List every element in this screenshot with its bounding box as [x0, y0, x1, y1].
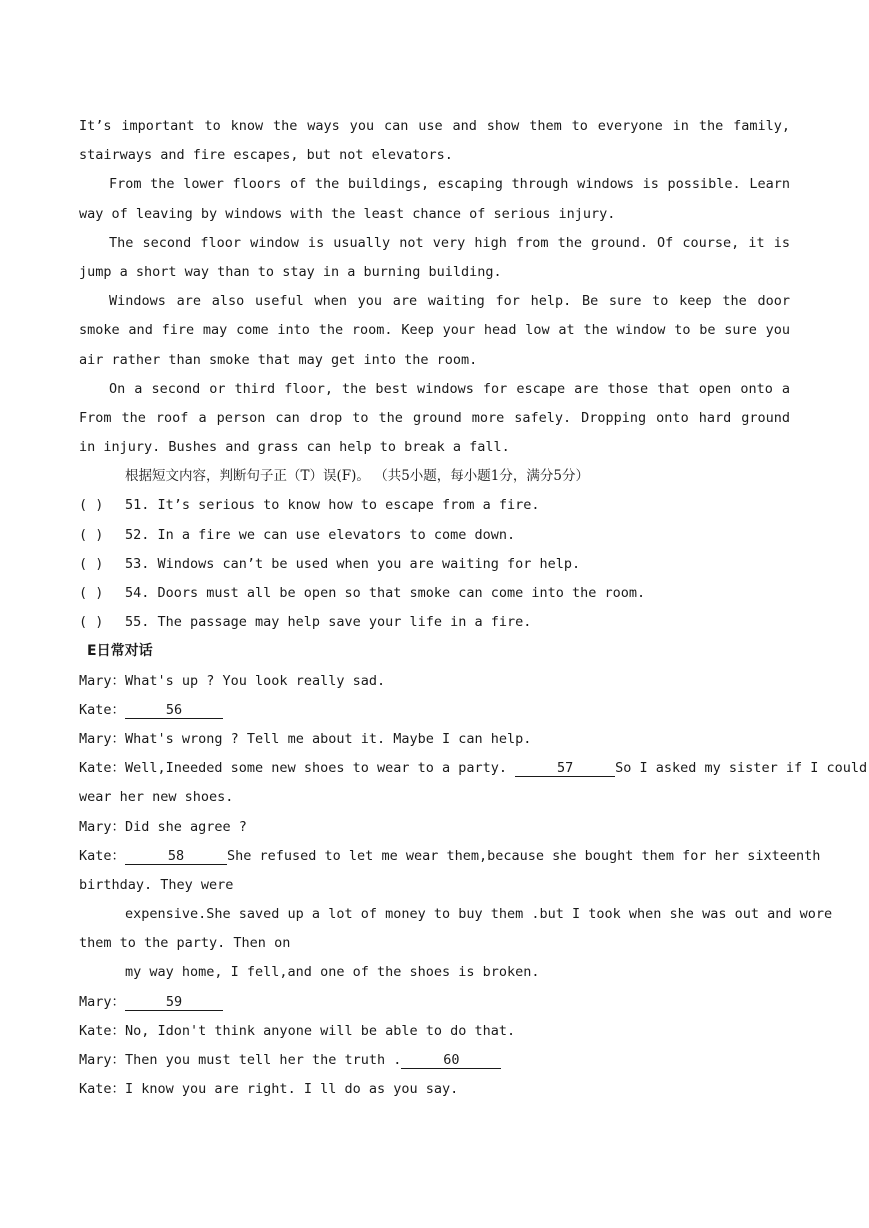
question-item [79, 491, 790, 520]
dialogue-line: birthday. They were [79, 876, 234, 893]
passage-line: From the roof a person can drop to the ground more safely. Dropping onto hard ground [79, 409, 790, 426]
dialogue-line [79, 842, 821, 871]
question-item [79, 579, 790, 608]
dialogue-line: Kate：I know you are right. I ll do as you say. [79, 1081, 459, 1098]
answer-parentheses[interactable]: ( ) [79, 526, 104, 543]
dialogue-line [79, 1046, 790, 1075]
instruction-text: 根据短文内容，判断句子正（T）误(F)。 （共5小题，每小题1分，满分5分） [125, 468, 589, 485]
answer-blank-57[interactable]: 57 [515, 760, 615, 777]
dialogue-text: So I asked my sister if I could [615, 760, 868, 777]
speaker-label: Kate： [79, 701, 126, 718]
speaker-label: Kate： [79, 847, 126, 864]
answer-parentheses[interactable]: ( ) [79, 614, 104, 631]
passage-line: The second floor window is usually not very high from the ground. Of course, it is [109, 234, 790, 251]
passage-line: smoke and fire may come into the room. Keep your head low at the window to be sure you [79, 322, 790, 339]
answer-parentheses[interactable]: ( ) [79, 585, 104, 601]
dialogue-line: Mary：What's up ? You look really sad. [79, 672, 386, 689]
passage-line: air rather than smoke that may get into the room. [79, 351, 478, 368]
answer-blank-59[interactable]: 59 [125, 994, 223, 1011]
passage-line: jump a short way than to stay in a burning building. [79, 263, 502, 280]
dialogue-line: my way home, I fell,and one of the shoes is broken. [125, 964, 540, 981]
question-text: 54. Doors must all be open so that smoke can come into the room. [125, 585, 646, 601]
passage-line: From the lower floors of the buildings, escaping through windows is possible. Learn [109, 176, 790, 193]
passage-line: Windows are also useful when you are waiting for help. Be sure to keep the door [109, 293, 790, 310]
speaker-label: Mary： [79, 993, 126, 1010]
answer-blank-56[interactable]: 56 [125, 702, 223, 719]
question-text: 53. Windows can’t be used when you are waiting for help. [125, 555, 581, 572]
dialogue-line: Kate：No, Idon't think anyone will be able to do that. [79, 1022, 516, 1039]
question-item [79, 608, 790, 637]
dialogue-line [79, 754, 868, 783]
dialogue-line: expensive.She saved up a lot of money to buy them .but I took when she was out and wore [125, 906, 833, 923]
answer-parentheses[interactable]: ( ) [79, 497, 104, 514]
answer-parentheses[interactable]: ( ) [79, 555, 104, 572]
document-page [79, 112, 868, 1104]
answer-blank-60[interactable]: 60 [401, 1052, 501, 1069]
dialogue-text: Kate：Well,Ineeded some new shoes to wear to a party. [79, 760, 516, 777]
passage-line: stairways and fire escapes, but not elevators. [79, 147, 453, 164]
question-text: 52. In a fire we can use elevators to come down. [125, 526, 516, 543]
passage-line: way of leaving by windows with the least chance of serious injury. [79, 205, 616, 222]
answer-blank-58[interactable]: 58 [125, 848, 227, 865]
dialogue-line: them to the party. Then on [79, 935, 291, 952]
section-heading: E日常对话 [87, 643, 153, 660]
dialogue-line [79, 988, 790, 1017]
question-item [79, 521, 790, 550]
question-item [79, 550, 790, 579]
passage-line: On a second or third floor, the best windows for escape are those that open onto a [109, 380, 790, 397]
question-text: 51. It’s serious to know how to escape from a fire. [125, 497, 540, 514]
dialogue-line [79, 696, 790, 725]
question-text: 55. The passage may help save your life in a fire. [125, 614, 532, 631]
dialogue-line: Mary：Did she agree ? [79, 818, 247, 835]
dialogue-line: wear her new shoes. [79, 789, 234, 806]
dialogue-text: She refused to let me wear them,because she bought them for her sixteenth [227, 847, 821, 864]
passage-line: in injury. Bushes and grass can help to break a fall. [79, 439, 510, 456]
dialogue-text: Mary：Then you must tell her the truth . [79, 1052, 402, 1068]
dialogue-line: Mary：What's wrong ? Tell me about it. Maybe I can help. [79, 730, 532, 747]
passage-line: It’s important to know the ways you can use and show them to everyone in the family, [79, 118, 790, 134]
